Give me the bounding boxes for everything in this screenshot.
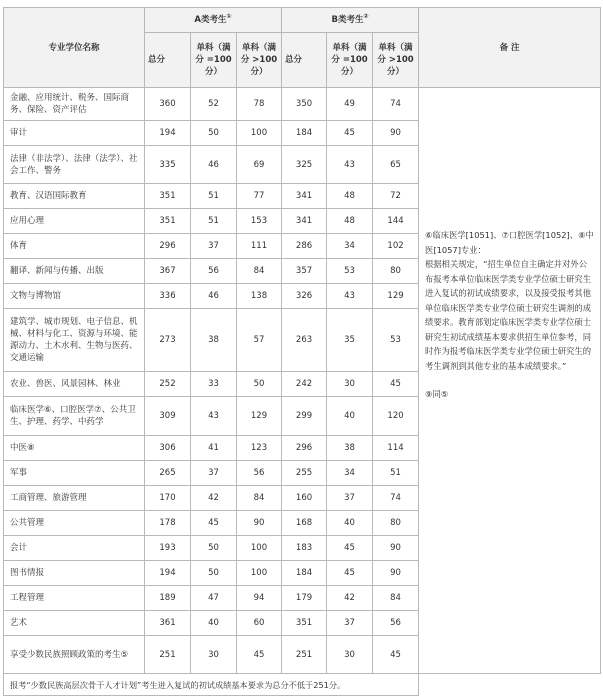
a-single100-cell: 46 xyxy=(191,146,237,184)
b-single100-cell: 30 xyxy=(327,636,373,674)
b-total-cell: 251 xyxy=(282,636,327,674)
b-single100-cell: 34 xyxy=(327,234,373,259)
a-total-cell: 194 xyxy=(145,561,191,586)
b-total-cell: 179 xyxy=(282,586,327,611)
a-single100-cell: 43 xyxy=(191,397,237,436)
a-singleover100-cell: 138 xyxy=(237,284,282,309)
a-single100-cell: 40 xyxy=(191,611,237,636)
b-singleover100-cell: 144 xyxy=(373,209,419,234)
b-single100-cell: 53 xyxy=(327,259,373,284)
b-singleover100-cell: 45 xyxy=(373,636,419,674)
table-body xyxy=(4,88,601,674)
b-total-cell: 263 xyxy=(282,309,327,372)
b-total-cell: 325 xyxy=(282,146,327,184)
a-single100-cell: 37 xyxy=(191,461,237,486)
a-single100-cell: 37 xyxy=(191,234,237,259)
b-single100-cell: 43 xyxy=(327,146,373,184)
b-single100-cell: 45 xyxy=(327,121,373,146)
major-name-cell: 艺术 xyxy=(4,611,145,636)
b-single100-header: 单科（满分 =100分） xyxy=(327,33,373,88)
b-total-cell: 255 xyxy=(282,461,327,486)
b-singleover100-cell: 90 xyxy=(373,121,419,146)
major-name-cell: 中医⑧ xyxy=(4,436,145,461)
a-singleover100-cell: 78 xyxy=(237,88,282,121)
major-name-cell: 图书情报 xyxy=(4,561,145,586)
major-name-cell: 工程管理 xyxy=(4,586,145,611)
a-total-cell: 265 xyxy=(145,461,191,486)
a-singleover100-cell: 94 xyxy=(237,586,282,611)
major-name-cell: 农业、兽医、风景园林、林业 xyxy=(4,372,145,397)
remarks-cell xyxy=(419,88,601,674)
b-total-cell: 326 xyxy=(282,284,327,309)
a-singleover100-cell: 84 xyxy=(237,259,282,284)
a-singleover100-cell: 69 xyxy=(237,146,282,184)
b-total-cell: 184 xyxy=(282,561,327,586)
a-single100-cell: 50 xyxy=(191,536,237,561)
major-name-cell: 享受少数民族照顾政策的考生⑤ xyxy=(4,636,145,674)
a-total-cell: 296 xyxy=(145,234,191,259)
a-total-cell: 335 xyxy=(145,146,191,184)
a-single100-cell: 47 xyxy=(191,586,237,611)
a-singleover100-cell: 123 xyxy=(237,436,282,461)
a-single100-cell: 33 xyxy=(191,372,237,397)
b-singleover100-cell: 129 xyxy=(373,284,419,309)
a-total-cell: 360 xyxy=(145,88,191,121)
a-total-cell: 306 xyxy=(145,436,191,461)
a-singleover100-cell: 77 xyxy=(237,184,282,209)
b-total-cell: 160 xyxy=(282,486,327,511)
b-singleover100-cell: 102 xyxy=(373,234,419,259)
b-singleover100-cell: 72 xyxy=(373,184,419,209)
group-b-header: B类考生② xyxy=(282,8,419,33)
a-total-cell: 361 xyxy=(145,611,191,636)
major-name-cell: 公共管理 xyxy=(4,511,145,536)
remarks-line-2: 根据相关规定，“招生单位自主确定并对外公布报考本单位临床医学类专业学位硕士研究生进入复试的初试成绩要求，以及接受报考其他单位临床医学类专业学位硕士研究生调剂的成绩要求。教育部划定临床医学类专业学位硕士研究生初试成绩基本要求供招生单位参考，同时作为报考临床医学类专业学位硕士研究生的考生调剂到其他专业的基本成绩要求。” xyxy=(425,259,591,371)
remarks-header: 备 注 xyxy=(419,8,601,88)
a-singleover100-cell: 90 xyxy=(237,511,282,536)
major-column-header: 专业学位名称 xyxy=(4,8,145,88)
b-total-cell: 350 xyxy=(282,88,327,121)
b-single100-cell: 30 xyxy=(327,372,373,397)
major-name-cell: 翻译、新闻与传播、出版 xyxy=(4,259,145,284)
remarks-line-3: ⑨同⑤ xyxy=(425,389,449,399)
a-single100-cell: 56 xyxy=(191,259,237,284)
a-singleover100-cell: 100 xyxy=(237,536,282,561)
b-single100-cell: 45 xyxy=(327,536,373,561)
b-total-header: 总分 xyxy=(282,33,327,88)
major-name-cell: 体育 xyxy=(4,234,145,259)
a-single100-header: 单科（满分 =100分） xyxy=(191,33,237,88)
a-singleover100-cell: 100 xyxy=(237,121,282,146)
a-total-cell: 193 xyxy=(145,536,191,561)
a-total-cell: 336 xyxy=(145,284,191,309)
major-name-cell: 审计 xyxy=(4,121,145,146)
b-singleover100-cell: 56 xyxy=(373,611,419,636)
a-single100-cell: 42 xyxy=(191,486,237,511)
a-singleover100-cell: 153 xyxy=(237,209,282,234)
b-singleover100-cell: 80 xyxy=(373,511,419,536)
b-singleover100-cell: 90 xyxy=(373,561,419,586)
a-singleover100-cell: 57 xyxy=(237,309,282,372)
b-singleover100-cell: 74 xyxy=(373,88,419,121)
b-single100-cell: 43 xyxy=(327,284,373,309)
b-singleover100-cell: 65 xyxy=(373,146,419,184)
a-total-cell: 194 xyxy=(145,121,191,146)
b-single100-cell: 45 xyxy=(327,561,373,586)
a-total-cell: 252 xyxy=(145,372,191,397)
table-row xyxy=(4,88,601,121)
score-table xyxy=(3,7,601,696)
a-singleover100-cell: 84 xyxy=(237,486,282,511)
major-name-cell: 建筑学、城市规划、电子信息、机械、材料与化工、资源与环境、能源动力、土木水利、生物与医药、交通运输 xyxy=(4,309,145,372)
a-single100-cell: 41 xyxy=(191,436,237,461)
a-single100-cell: 51 xyxy=(191,209,237,234)
b-singleover100-cell: 84 xyxy=(373,586,419,611)
a-total-cell: 170 xyxy=(145,486,191,511)
b-singleover100-cell: 51 xyxy=(373,461,419,486)
b-total-cell: 299 xyxy=(282,397,327,436)
b-singleover100-header: 单科（满分 >100分） xyxy=(373,33,419,88)
b-singleover100-cell: 53 xyxy=(373,309,419,372)
b-singleover100-cell: 120 xyxy=(373,397,419,436)
a-total-cell: 178 xyxy=(145,511,191,536)
b-total-cell: 341 xyxy=(282,184,327,209)
a-single100-cell: 30 xyxy=(191,636,237,674)
b-single100-cell: 37 xyxy=(327,611,373,636)
b-total-cell: 296 xyxy=(282,436,327,461)
b-single100-cell: 37 xyxy=(327,486,373,511)
b-single100-cell: 38 xyxy=(327,436,373,461)
b-singleover100-cell: 80 xyxy=(373,259,419,284)
b-single100-cell: 42 xyxy=(327,586,373,611)
b-total-cell: 351 xyxy=(282,611,327,636)
a-singleover100-cell: 56 xyxy=(237,461,282,486)
b-total-cell: 357 xyxy=(282,259,327,284)
major-name-cell: 文物与博物馆 xyxy=(4,284,145,309)
a-total-cell: 367 xyxy=(145,259,191,284)
a-single100-cell: 46 xyxy=(191,284,237,309)
b-singleover100-cell: 45 xyxy=(373,372,419,397)
a-singleover100-cell: 50 xyxy=(237,372,282,397)
major-name-cell: 会计 xyxy=(4,536,145,561)
b-total-cell: 168 xyxy=(282,511,327,536)
major-name-cell: 金融、应用统计、税务、国际商务、保险、资产评估 xyxy=(4,88,145,121)
a-singleover100-cell: 111 xyxy=(237,234,282,259)
major-name-cell: 教育、汉语国际教育 xyxy=(4,184,145,209)
a-single100-cell: 52 xyxy=(191,88,237,121)
b-total-cell: 184 xyxy=(282,121,327,146)
group-a-header: A类考生① xyxy=(145,8,282,33)
major-name-cell: 军事 xyxy=(4,461,145,486)
b-single100-cell: 34 xyxy=(327,461,373,486)
a-total-cell: 309 xyxy=(145,397,191,436)
b-single100-cell: 49 xyxy=(327,88,373,121)
a-singleover100-cell: 100 xyxy=(237,561,282,586)
a-total-cell: 273 xyxy=(145,309,191,372)
a-single100-cell: 50 xyxy=(191,121,237,146)
a-total-header: 总分 xyxy=(145,33,191,88)
a-total-cell: 189 xyxy=(145,586,191,611)
b-singleover100-cell: 74 xyxy=(373,486,419,511)
a-single100-cell: 38 xyxy=(191,309,237,372)
a-single100-cell: 50 xyxy=(191,561,237,586)
a-singleover100-header: 单科（满分 >100分） xyxy=(237,33,282,88)
a-singleover100-cell: 45 xyxy=(237,636,282,674)
b-single100-cell: 40 xyxy=(327,511,373,536)
footer-note: 报考“少数民族高层次骨干人才计划”考生进入复试的初试成绩基本要求为总分不低于251分。 xyxy=(4,674,419,696)
score-table-container xyxy=(3,7,600,696)
b-single100-cell: 48 xyxy=(327,184,373,209)
b-singleover100-cell: 90 xyxy=(373,536,419,561)
b-total-cell: 242 xyxy=(282,372,327,397)
a-single100-cell: 51 xyxy=(191,184,237,209)
remarks-line-1: ⑥临床医学[1051]、⑦口腔医学[1052]、⑧中医[1057]专业： xyxy=(425,230,594,255)
a-total-cell: 251 xyxy=(145,636,191,674)
major-name-cell: 临床医学⑥、口腔医学⑦、公共卫生、护理、药学、中药学 xyxy=(4,397,145,436)
major-name-cell: 工商管理、旅游管理 xyxy=(4,486,145,511)
b-single100-cell: 40 xyxy=(327,397,373,436)
b-single100-cell: 35 xyxy=(327,309,373,372)
major-name-cell: 法律（非法学）、法律（法学）、社会工作、警务 xyxy=(4,146,145,184)
a-singleover100-cell: 60 xyxy=(237,611,282,636)
a-total-cell: 351 xyxy=(145,209,191,234)
b-singleover100-cell: 114 xyxy=(373,436,419,461)
b-total-cell: 286 xyxy=(282,234,327,259)
b-total-cell: 183 xyxy=(282,536,327,561)
a-singleover100-cell: 129 xyxy=(237,397,282,436)
b-single100-cell: 48 xyxy=(327,209,373,234)
a-single100-cell: 45 xyxy=(191,511,237,536)
major-name-cell: 应用心理 xyxy=(4,209,145,234)
a-total-cell: 351 xyxy=(145,184,191,209)
b-total-cell: 341 xyxy=(282,209,327,234)
